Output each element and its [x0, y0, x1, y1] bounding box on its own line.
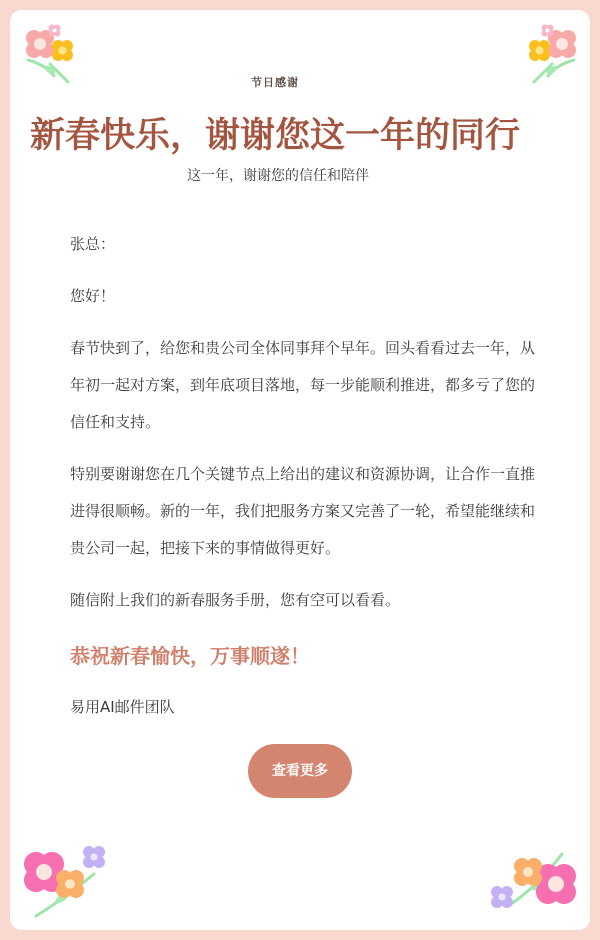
letter-paragraph: 特别要谢谢您在几个关键节点上给出的建议和资源协调，让合作一直推进得很顺畅。新的一年，我们把服务方案又完善了一轮，希望能继续和贵公司一起，把接下来的事情做得更好。: [70, 465, 536, 557]
blessing-text: 恭祝新春愉快，万事顺遂！: [70, 644, 310, 668]
letter-paragraph: 春节快到了，给您和贵公司全体同事拜个早年。回头看看过去一年，从年初一起对方案，到年底项目落地，每一步能顺利推进，都多亏了您的信任和支持。: [70, 339, 536, 431]
opening-line: 您好！: [70, 287, 116, 305]
page-subtitle: 这一年，谢谢您的信任和陪伴: [187, 168, 369, 184]
letter-paragraph: 随信附上我们的新春服务手册，您有空可以看看。: [70, 591, 401, 609]
eyebrow-label: 节日感谢: [251, 76, 299, 89]
flower-cluster-icon: [18, 844, 114, 920]
page-title: 新春快乐，谢谢您这一年的同行: [29, 116, 520, 156]
signature: 易用AI邮件团队: [70, 698, 175, 716]
letter-body: [70, 226, 538, 719]
view-more-button[interactable]: 查看更多: [248, 744, 352, 798]
salutation: 张总：: [70, 235, 116, 253]
email-card: [10, 10, 590, 930]
flower-cluster-icon: [488, 844, 584, 920]
